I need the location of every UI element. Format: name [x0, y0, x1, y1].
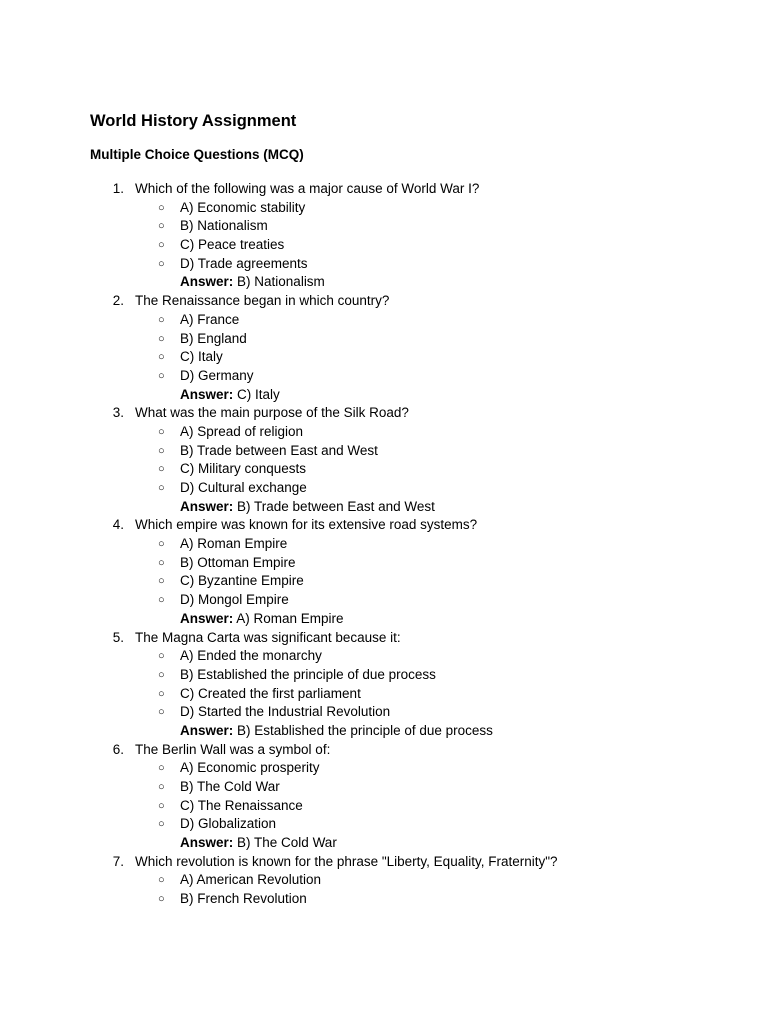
option-item [90, 199, 730, 218]
question-number: 4. [112, 517, 124, 533]
question-line [90, 741, 730, 760]
circle-bullet-icon: ○ [158, 556, 165, 569]
circle-bullet-icon: ○ [158, 762, 165, 775]
question-text: Which of the following was a major cause of World War I? [135, 181, 480, 196]
question-text: The Renaissance began in which country? [135, 293, 390, 309]
option-item [90, 759, 730, 778]
option-text: A) Economic stability [180, 199, 306, 215]
circle-bullet-icon: ○ [158, 668, 165, 681]
question-number: 6. [112, 741, 124, 757]
option-text: B) French Revolution [180, 891, 307, 907]
option-item [90, 330, 730, 349]
question-item [90, 741, 730, 853]
question-item [90, 629, 730, 741]
circle-bullet-icon: ○ [158, 425, 165, 438]
option-item [90, 236, 730, 255]
option-text: C) Peace treaties [180, 237, 285, 253]
circle-bullet-icon: ○ [158, 201, 165, 214]
option-item [90, 348, 730, 367]
option-item [90, 423, 730, 442]
question-number: 2. [112, 293, 124, 309]
question-line [90, 629, 730, 648]
question-text: The Berlin Wall was a symbol of: [135, 741, 331, 757]
question-line [90, 292, 730, 311]
option-text: A) Ended the monarchy [180, 648, 322, 664]
option-text: C) Military conquests [180, 461, 307, 477]
circle-bullet-icon: ○ [158, 799, 165, 812]
answer-value: B) Trade between East and West [237, 498, 435, 514]
answer-value: A) Roman Empire [236, 610, 344, 626]
option-text: B) Nationalism [180, 218, 268, 234]
answer-line [90, 273, 730, 292]
circle-bullet-icon: ○ [158, 650, 165, 663]
answer-line [90, 386, 730, 405]
circle-bullet-icon: ○ [158, 313, 165, 326]
document-page [90, 108, 730, 909]
answer-label: Answer: [180, 610, 234, 626]
question-line [90, 853, 730, 872]
section-title: Multiple Choice Questions (MCQ) [90, 147, 304, 162]
option-item [90, 442, 730, 461]
page-title: World History Assignment [90, 112, 297, 130]
question-number: 7. [112, 853, 124, 869]
answer-line [90, 498, 730, 517]
option-list [90, 199, 730, 274]
option-text: C) The Renaissance [180, 797, 303, 813]
option-text: A) France [180, 311, 240, 327]
answer-value: C) Italy [237, 386, 280, 402]
answer-line [90, 834, 730, 853]
option-item [90, 217, 730, 236]
option-list [90, 535, 730, 610]
circle-bullet-icon: ○ [158, 257, 165, 270]
circle-bullet-icon: ○ [158, 482, 165, 494]
circle-bullet-icon: ○ [158, 594, 165, 607]
option-text: B) Ottoman Empire [180, 554, 296, 570]
option-item [90, 890, 730, 909]
option-item [90, 311, 730, 330]
question-line [90, 516, 730, 535]
option-text: C) Italy [180, 349, 223, 365]
question-text: What was the main purpose of the Silk Road? [135, 405, 409, 421]
answer-label: Answer: [180, 274, 234, 290]
option-text: C) Created the first parliament [180, 685, 361, 701]
question-item [90, 404, 730, 516]
question-line [90, 404, 730, 423]
option-text: B) The Cold War [180, 779, 280, 794]
option-list [90, 647, 730, 722]
option-item [90, 460, 730, 479]
question-line [90, 180, 730, 199]
circle-bullet-icon: ○ [158, 220, 165, 233]
option-list [90, 311, 730, 386]
option-list [90, 871, 730, 908]
question-text: The Magna Carta was significant because it: [135, 629, 401, 645]
option-item [90, 778, 730, 797]
option-item [90, 367, 730, 386]
answer-label: Answer: [180, 386, 234, 402]
option-item [90, 703, 730, 722]
option-item [90, 685, 730, 704]
option-text: A) Economic prosperity [180, 760, 320, 776]
circle-bullet-icon: ○ [158, 874, 165, 887]
circle-bullet-icon: ○ [158, 463, 165, 476]
option-text: A) Roman Empire [180, 536, 288, 552]
option-list [90, 759, 730, 834]
option-text: D) Started the Industrial Revolution [180, 704, 391, 720]
question-item [90, 292, 730, 404]
circle-bullet-icon: ○ [158, 351, 165, 364]
circle-bullet-icon: ○ [158, 706, 165, 719]
circle-bullet-icon: ○ [158, 781, 165, 793]
option-item [90, 871, 730, 890]
circle-bullet-icon: ○ [158, 818, 165, 831]
option-item [90, 647, 730, 666]
circle-bullet-icon: ○ [158, 687, 165, 700]
option-text: D) Mongol Empire [180, 592, 289, 608]
question-item [90, 853, 730, 909]
option-text: A) American Revolution [180, 872, 322, 888]
answer-line [90, 722, 730, 741]
circle-bullet-icon: ○ [158, 575, 165, 588]
option-text: D) Trade agreements [180, 255, 308, 271]
option-item [90, 797, 730, 816]
option-text: B) Established the principle of due process [180, 666, 436, 682]
option-text: D) Cultural exchange [180, 480, 307, 495]
option-item [90, 666, 730, 685]
question-list [90, 180, 730, 909]
option-text: B) England [180, 330, 247, 346]
answer-value: B) Established the principle of due process [237, 722, 493, 738]
option-text: B) Trade between East and West [180, 442, 378, 458]
question-text: Which revolution is known for the phrase "Liberty, Equality, Fraternity"? [135, 853, 558, 869]
circle-bullet-icon: ○ [158, 332, 165, 345]
circle-bullet-icon: ○ [158, 369, 165, 382]
option-item [90, 591, 730, 610]
option-item [90, 479, 730, 498]
circle-bullet-icon: ○ [158, 893, 165, 906]
option-item [90, 535, 730, 554]
option-item [90, 554, 730, 573]
option-list [90, 423, 730, 498]
answer-line [90, 610, 730, 629]
question-item [90, 180, 730, 292]
option-text: D) Germany [180, 367, 254, 383]
option-text: A) Spread of religion [180, 423, 304, 439]
answer-label: Answer: [180, 498, 234, 514]
circle-bullet-icon: ○ [158, 538, 165, 551]
question-number: 5. [112, 629, 124, 645]
option-item [90, 572, 730, 591]
answer-label: Answer: [180, 722, 234, 738]
answer-value: B) Nationalism [237, 274, 325, 290]
option-item [90, 255, 730, 274]
option-item [90, 815, 730, 834]
answer-label: Answer: [180, 835, 234, 851]
circle-bullet-icon: ○ [158, 444, 165, 457]
answer-value: B) The Cold War [237, 835, 337, 851]
option-text: C) Byzantine Empire [180, 573, 304, 589]
question-text: Which empire was known for its extensive road systems? [135, 517, 478, 533]
question-number: 3. [112, 405, 124, 421]
question-number: 1. [112, 181, 124, 196]
circle-bullet-icon: ○ [158, 239, 165, 252]
option-text: D) Globalization [180, 816, 277, 832]
question-item [90, 516, 730, 628]
